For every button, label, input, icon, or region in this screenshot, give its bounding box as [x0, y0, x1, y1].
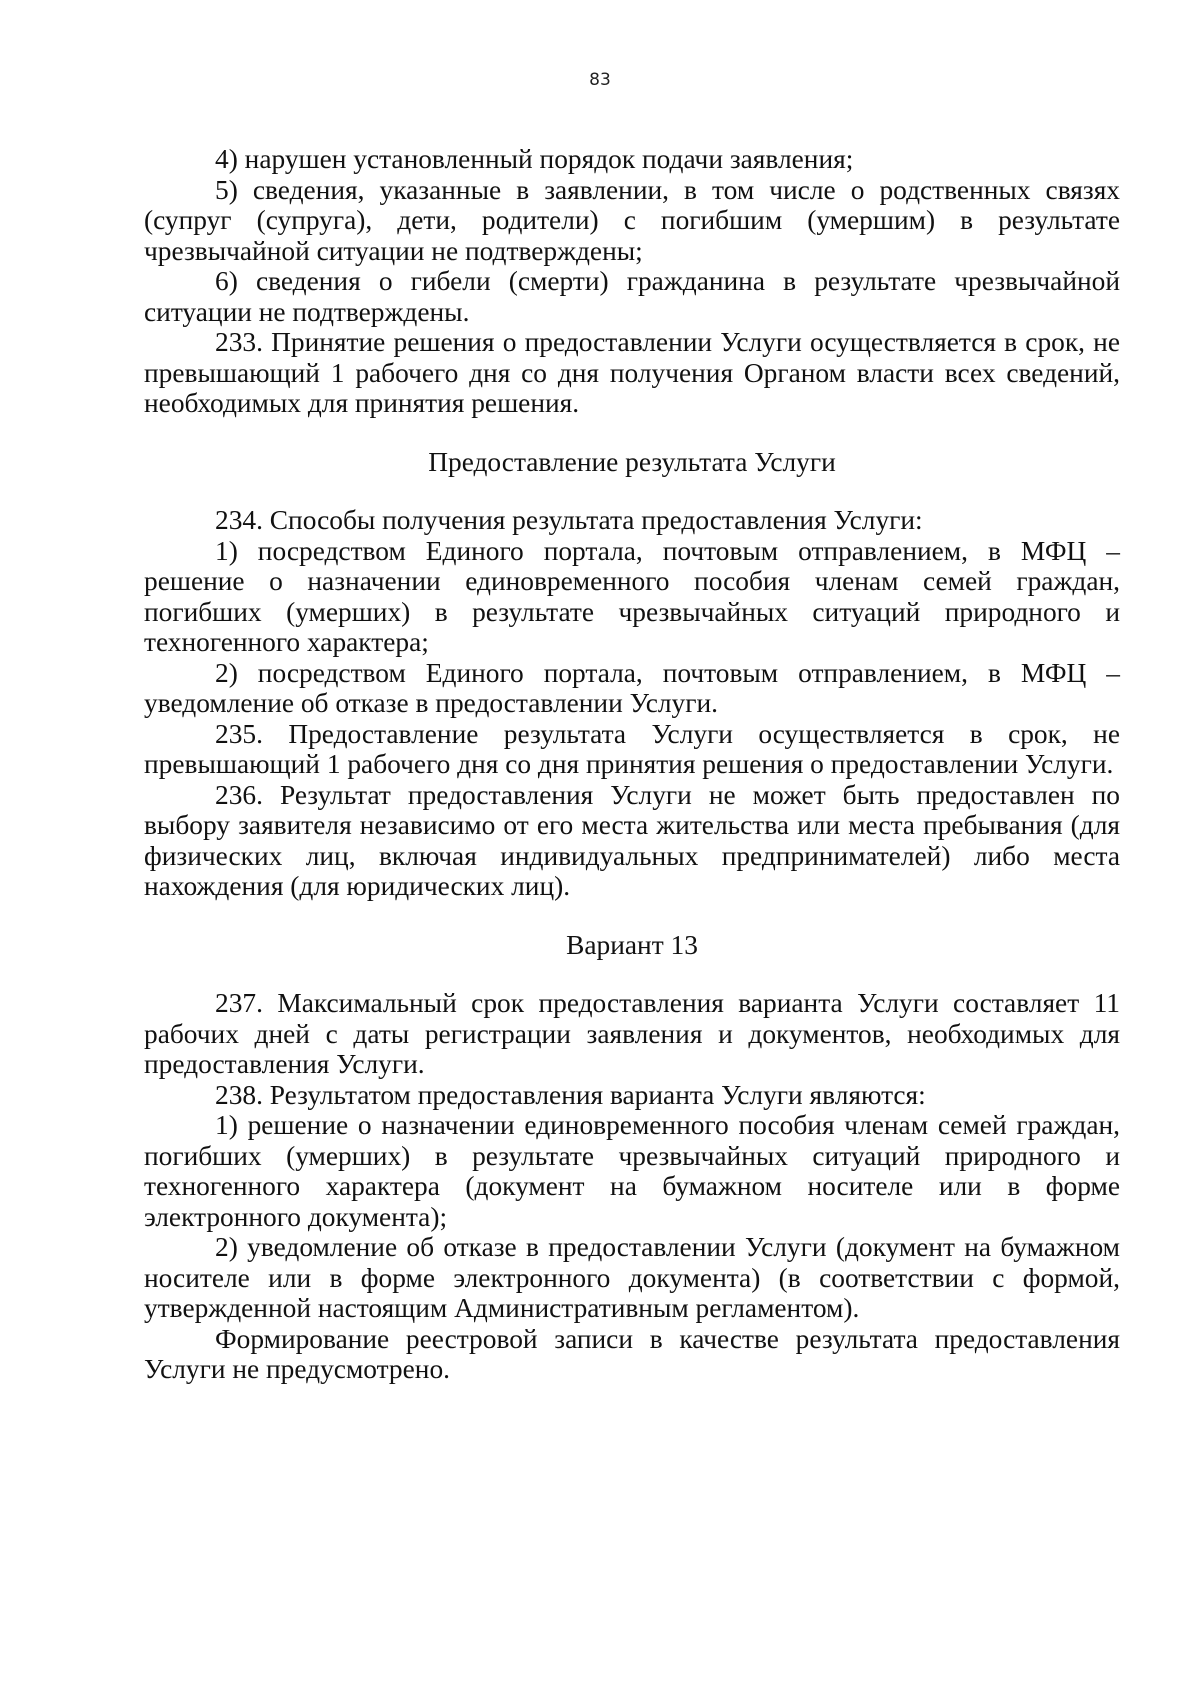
- clause-236: 236. Результат предоставления Услуги не может быть предоставлен по выбору заявителя независимо от его места жительства или места пребывания (для физических лиц, включая индивидуальных предпринимателей) либо места нахождения (для юридических лиц).: [144, 779, 1120, 901]
- clause-237: 237. Максимальный срок предоставления варианта Услуги составляет 11 рабочих дней с даты регистрации заявления и документов, необходимых для предоставления Услуги.: [144, 988, 1120, 1079]
- clause-238: 238. Результатом предоставления варианта Услуги являются:: [215, 1079, 926, 1110]
- page-number: 83: [589, 70, 611, 90]
- section-heading-result: Предоставление результата Услуги: [428, 446, 836, 477]
- clause-234: 234. Способы получения результата предоставления Услуги:: [215, 505, 923, 535]
- document-body: [144, 144, 1120, 1385]
- clause-234-item-1: 1) посредством Единого портала, почтовым отправлением, в МФЦ – решение о назначении единовременного пособия членам семей граждан, погибших (умерших) в результате чрезвычайных ситуаций природного и техногенного характера;: [144, 535, 1120, 657]
- clause-234-item-2: 2) посредством Единого портала, почтовым отправлением, в МФЦ – уведомление об отказе в предоставлении Услуги.: [144, 657, 1120, 718]
- clause-238-item-2: 2) уведомление об отказе в предоставлении Услуги (документ на бумажном носителе или в форме электронного документа) (в соответствии с формой, утвержденной настоящим Административным регламентом).: [144, 1232, 1120, 1323]
- closing-paragraph: Формирование реестровой записи в качестве результата предоставления Услуги не предусмотрено.: [144, 1323, 1120, 1384]
- clause-233: 233. Принятие решения о предоставлении Услуги осуществляется в срок, не превышающий 1 рабочего дня со дня получения Органом власти всех сведений, необходимых для принятия решения.: [144, 327, 1120, 418]
- section-heading-variant: Вариант 13: [566, 929, 698, 960]
- list-item-4: 4) нарушен установленный порядок подачи заявления;: [215, 144, 854, 174]
- clause-238-item-1: 1) решение о назначении единовременного пособия членам семей граждан, погибших (умерших) в результате чрезвычайных ситуаций природного и техногенного характера (документ на бумажном носителе или в форме электронного документа);: [144, 1110, 1120, 1232]
- list-item-5: 5) сведения, указанные в заявлении, в том числе о родственных связях (супруг (супруга), дети, родители) с погибшим (умершим) в результате чрезвычайной ситуации не подтверждены;: [144, 174, 1120, 266]
- list-item-6: 6) сведения о гибели (смерти) гражданина в результате чрезвычайной ситуации не подтверждены.: [144, 266, 1120, 327]
- clause-235: 235. Предоставление результата Услуги осуществляется в срок, не превышающий 1 рабочего дня со дня принятия решения о предоставлении Услуги.: [144, 718, 1120, 779]
